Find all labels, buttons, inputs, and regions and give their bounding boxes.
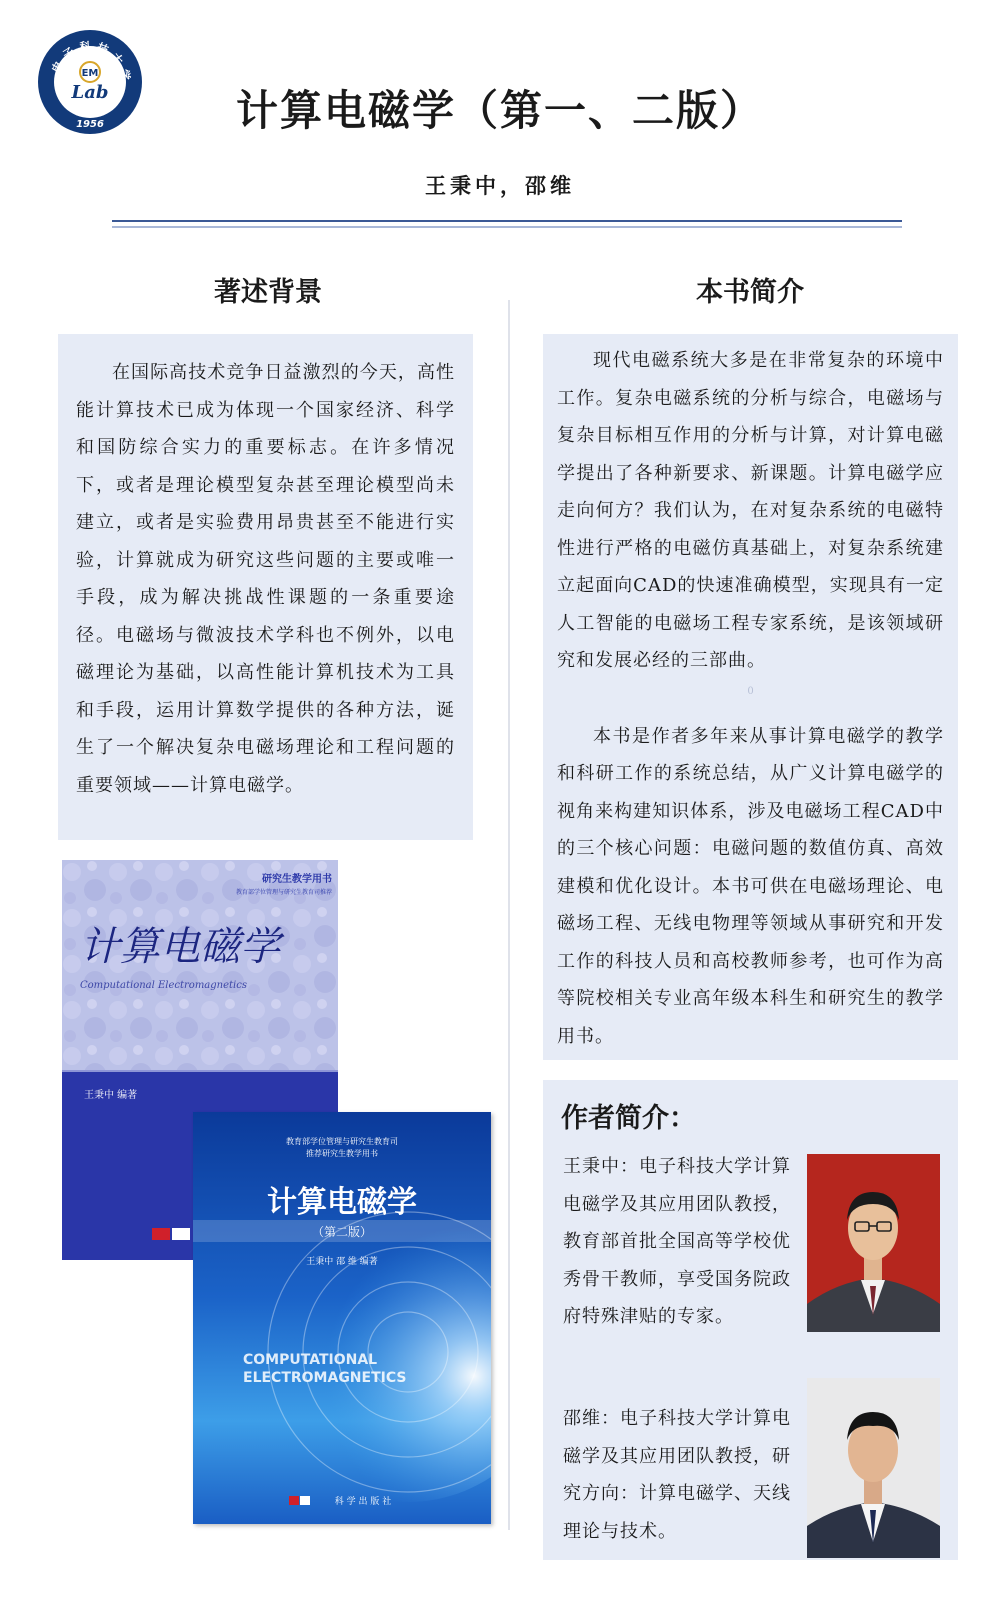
intro-paragraph-2: 本书是作者多年来从事计算电磁学的教学和科研工作的系统总结，从广义计算电磁学的视角来构建知识体系，涉及电磁场工程CAD中的三个核心问题：电磁问题的数值仿真、高效建模和优化设计。本书可供在电磁场理论、电磁场工程、无线电物理等领域从事研究和开发工作的科技人员和高校教师参考，也可作为高等院校相关专业高年级本科生和研究生的教学用书。 (557, 725, 944, 1047)
logo-ring-text: 电子科技大学 (49, 39, 133, 87)
cover2-english-line1: COMPUTATIONAL (243, 1352, 378, 1368)
column-divider (508, 300, 510, 1530)
logo-em-text: EM (81, 68, 99, 79)
author-names: 王秉中，邵维 (425, 173, 575, 198)
cover1-title: 计算电磁学 (80, 924, 280, 970)
header-divider-dark (112, 220, 902, 222)
cover2-publisher: 科 学 出 版 社 (334, 1497, 392, 1507)
cover1-series-sub: 教育部学位管理与研究生教育司推荐 (235, 889, 332, 896)
logo-year-text: 1956 (76, 119, 104, 130)
background-paragraph: 在国际高技术竞争日益激烈的今天，高性能计算技术已成为体现一个国家经济、科学和国防综合实力的重要标志。在许多情况下，或者是理论模型复杂甚至理论模型尚未建立，或者是实验费用昂贵甚至不能进行实验，计算就成为研究这些问题的主要或唯一手段，成为解决挑战性课题的一条重要途径。电磁场与微波技术学科也不例外，以电磁理论为基础，以高性能计算机技术为工具和手段，运用计算数学提供的各种方法，诞生了一个解决复杂电磁场理论和工程问题的重要领域——计算电磁学。 (76, 362, 455, 796)
cover2-english-line2: ELECTROMAGNETICS (243, 1370, 407, 1386)
intro-paragraph-1: 现代电磁系统大多是在非常复杂的环境中工作。复杂电磁系统的分析与综合，电磁场与复杂目标相互作用的分析与计算，对计算电磁学提出了各种新要求、新课题。计算电磁学应走向何方？我们认为，在对复杂系统的电磁特性进行严格的电磁仿真基础上，对复杂系统建立起面向CAD的快速准确模型，实现具有一定人工智能的电磁场工程专家系统，是该领域研究和发展必经的三部曲。 (557, 350, 944, 671)
header-divider-light (112, 226, 902, 228)
author-photo-shao (807, 1378, 940, 1558)
author-bio-shao: 邵维：电子科技大学计算电磁学及其应用团队教授，研究方向：计算电磁学、天线理论与技术。 (563, 1408, 791, 1542)
cover1-subtitle: Computational Electromagnetics (80, 980, 247, 991)
intro-heading: 本书简介 (696, 277, 804, 308)
cover2-edition: （第二版） (311, 1225, 373, 1239)
authors-heading: 作者简介： (561, 1103, 696, 1134)
author-bio-wang: 王秉中：电子科技大学计算电磁学及其应用团队教授，教育部首批全国高等学校优秀骨干教师，享受国务院政府特殊津贴的专家。 (563, 1156, 791, 1327)
cover2-title: 计算电磁学 (267, 1185, 417, 1220)
background-heading: 著述背景 (214, 277, 322, 308)
cover1-author: 王秉中 编著 (84, 1090, 138, 1101)
author-photo-wang (807, 1154, 940, 1332)
page-title: 计算电磁学（第一、二版） (235, 86, 764, 135)
intro-separator: 0 (747, 685, 754, 697)
authors-panel (543, 1080, 958, 1560)
logo-lab-text: Lab (71, 82, 109, 103)
cover2-recommend-line1: 教育部学位管理与研究生教育司 (286, 1137, 398, 1146)
cover2-recommend-line2: 推荐研究生教学用书 (306, 1149, 378, 1158)
university-lab-logo (38, 30, 142, 134)
book-cover-second-edition (193, 1112, 491, 1524)
cover2-authors: 王秉中 邵 维 编著 (306, 1257, 378, 1267)
cover1-series: 研究生教学用书 (262, 874, 332, 885)
intro-panel (543, 334, 958, 1060)
background-panel (58, 334, 473, 840)
